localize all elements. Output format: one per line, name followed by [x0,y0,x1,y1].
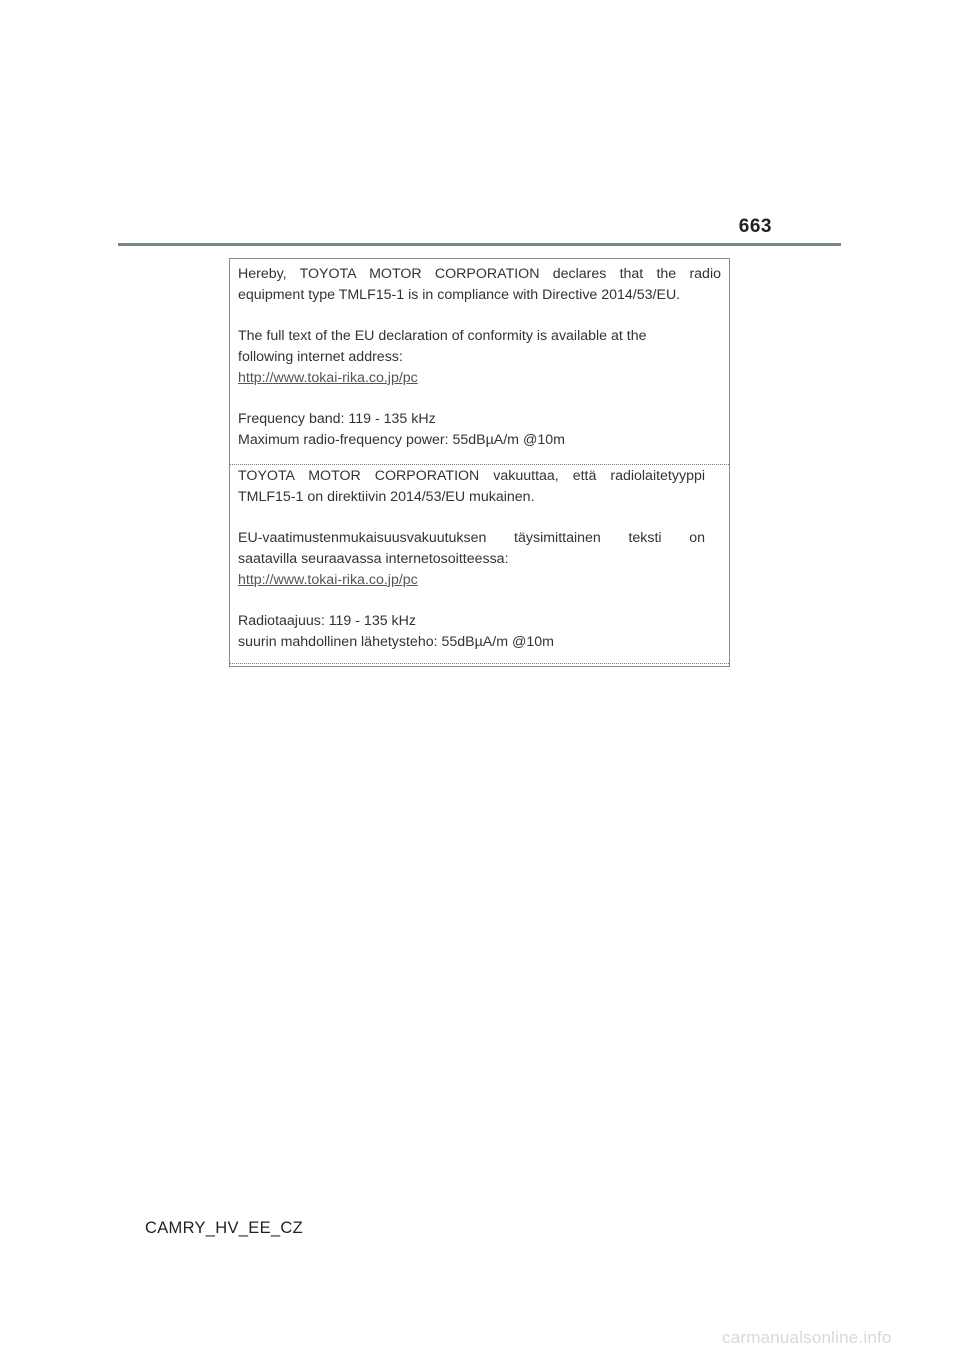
english-line-1: Hereby, TOYOTA MOTOR CORPORATION declares that the radio [238,266,721,282]
finnish-line-4: saatavilla seuraavassa internetosoitteessa: [238,551,509,567]
finnish-line-1: TOYOTA MOTOR CORPORATION vakuuttaa, että radiolaitetyyppi [238,468,705,484]
english-frequency: Frequency band: 119 - 135 kHz [238,411,436,427]
page-number: 663 [738,216,772,237]
english-line-4: following internet address: [238,349,403,365]
bottom-divider [230,663,729,664]
finnish-frequency: Radiotaajuus: 119 - 135 kHz [238,613,416,629]
english-line-2: equipment type TMLF15-1 is in compliance with Directive 2014/53/EU. [238,287,681,303]
model-code: CAMRY_HV_EE_CZ [145,1219,303,1237]
declaration-box [229,258,730,667]
finnish-conformity-link[interactable]: http://www.tokai-rika.co.jp/pc [238,572,418,588]
finnish-power: suurin mahdollinen lähetysteho: 55dBµA/m @10m [238,634,554,650]
english-power: Maximum radio-frequency power: 55dBµA/m @10m [238,432,565,448]
watermark: carmanualsonline.info [722,1328,892,1347]
declaration-finnish [238,466,705,653]
finnish-line-2: TMLF15-1 on direktiivin 2014/53/EU mukainen. [238,489,535,505]
finnish-line-3: EU-vaatimustenmukaisuusvakuutuksen täysimittainen teksti on [238,530,705,546]
english-conformity-link[interactable]: http://www.tokai-rika.co.jp/pc [238,370,418,386]
declaration-english [238,264,721,451]
section-divider [230,464,729,465]
header-rule [118,243,841,246]
english-line-3: The full text of the EU declaration of conformity is available at the [238,328,647,344]
